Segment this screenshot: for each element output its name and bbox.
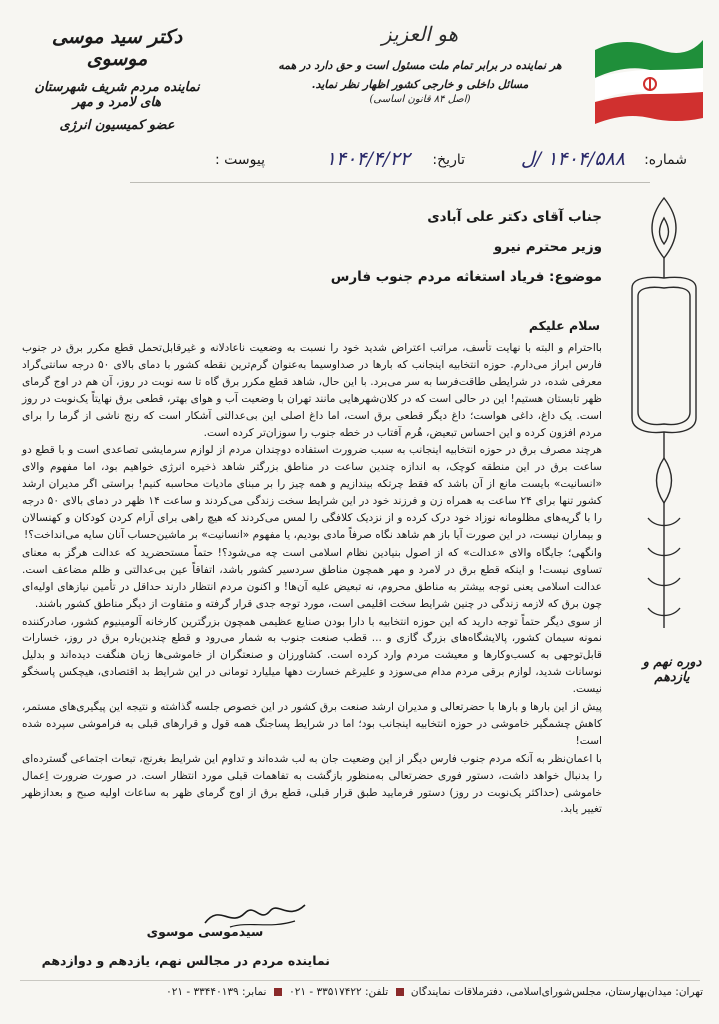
body-paragraph: وانگهی؛ جایگاه والای «عدالت» که از اصول بنیادین نظام اسلامی است چه می‌شود؟! حتماً مستحضرید که عدالت هرگز به معنای تساوی نیست! و اینکه قطع برق در لامرد و مهر همچون مناطق سردسیر کشور باشد، اتفاقاً عین بی‌عدالتی و ظلم مضاعف است. عدالت اسلامی یعنی توجه بیشتر به مناطق محروم، نه تبعیض علیه آن‌ها! و اکنون مردم انتظار دارند حداقل در تأمین نیازهای اولیه‌ای چون برق که لازمه زندگی در چنین شرایط سخت اقلیمی است، مورد توجه جدی قرار گرفته و متفاوت از دیگر مناطق کشور باشند. [22, 546, 602, 610]
letter-date-label: تاریخ: [432, 152, 465, 168]
representative-name: دکتر سید موسی موسوی [51, 26, 183, 70]
letter-number-label: شماره: [644, 152, 687, 168]
body-paragraph: هرچند مصرف برق در حوزه انتخابیه اینجانب به سبب ضرورت استفاده دوچندان مردم از لوازم سرمایشی تصاعدی است و با قطع دو ساعت برق در این منطقه کوچک، به اندازه چندین ساعت در مناطق بزرگتر شاهد ذخیره انرژی خواهیم بود، اما مفهوم والای «انسانیت» بایست مانع از آن باشد که فقط چرتکه بیندازیم و همه چیز را بر مبنای مادیات محاسبه کنیم! براستی اگر مدیران ارشد کشور تنها برای ۲۴ ساعت به همراه زن و فرزند خود در این شرایط سخت زندگی می‌کردند و ساعت ۱۴ ظهر در دمای بالای ۵۰ درجه را با گریه‌های مظلومانه نوزاد خود درک کرده و از نزدیک کلافگی را لمس می‌کردند که هیچ راهی برای آرام کردن کودکان و کهنسالان و بیماران نیست، در این صورت آیا باز هم شاهد نگاه صرفاً مادی بودیم، یا مفهوم «انسانیت» بر ماشین‌حساب آنان سایه می‌انداخت؟! [22, 444, 602, 541]
recipient-name: جناب آقای دکتر علی آبادی [427, 209, 602, 225]
body-paragraph: پیش از این بارها و بارها با حضرتعالی و مدیران ارشد صنعت برق کشور در این خصوص جلسه گذاشته و نتیجه این پیگیری‌های مستمر، کاهش چشمگیر خاموشی در حوزه انتخابیه اینجانب بود؛ اما در شرایط پساجنگ همه قول و قرارهای قبلی به فراموشی سپرده شده است! [22, 701, 602, 747]
footer-divider [20, 980, 700, 981]
body-paragraph: با اعمان‌نظر به آنکه مردم جنوب فارس دیگر از این وضعیت جان به لب شده‌اند و تداوم این شرایط بغرنج، تبعات اجتماعی گسترده‌ای را بدنبال خواهد داشت، دستور فوری حضرتعالی به‌منظور بازگشت به تفاهمات قبلی مورد انتظار است. در صورت ضرورت اِعمال خاموشی (حداکثر یک‌نوبت در روز) دستور فرمایید طبق قرار قبلی، قطع برق از اوج گرمای ظهر به ساعات اولیه صبح و بعدازظهر تغییر یابد. [22, 752, 602, 816]
signatory-title: نماینده مردم در مجالس نهم، یازدهم و دوازدهم [41, 953, 330, 968]
emblem-calligraphy: هو العزیز [381, 22, 459, 46]
letter-body [22, 340, 602, 819]
header-divider [130, 182, 650, 183]
iran-flag-icon [595, 30, 703, 124]
footer-phone: تلفن: ۳۳۵۱۷۴۲۲ - ۰۲۱ [289, 986, 389, 998]
signatory-name: سیدموسی موسوی [146, 924, 264, 939]
constitution-quote-source: (اصل ۸۴ قانون اساسی) [369, 94, 471, 105]
letter-meta [150, 146, 705, 180]
parliament-seal-ornament [618, 188, 710, 658]
greeting: سلام علیکم [528, 318, 600, 333]
constitution-quote: هر نماینده در برابر تمام ملت مسئول است و حق دارد در همه مسائل داخلی و خارجی کشور اظهار نظر نماید. [278, 59, 562, 91]
representative-header [22, 26, 212, 133]
attachment-label: پیوست : [215, 152, 265, 168]
bullet-icon [396, 988, 404, 996]
letter-number-value: ۱۴۰۴/۵۸۸ /ل [520, 148, 625, 170]
body-paragraph: بااحترام و البته با نهایت تأسف، مراتب اعتراض شدید خود را نسبت به وضعیت ناعادلانه و غیرقابل‌تحمل قطع مکرر برق در جنوب فارس ابراز می‌دارم. حوزه انتخابیه اینجانب که بارها در صداوسیما به‌عنوان گرم‌ترین نقطه کشور با دمای بالای ۵۰ درجه سانتی‌گراد معرفی شده، در شرایطی طاقت‌فرسا به سر می‌برد. با این حال، شاهد قطع مکرر برق گاه تا سه نوبت در روز، آن هم در اوج گرمای ظهر تابستان هستیم! این در حالی است که در کلان‌شهرهایی مانند تهران با وضعیت آب و هوای بهتر، قطعی برق نهایتاً یک‌نوبت در روز است. یک داغ، داغی هواست؛ داغ دیگر قطعی برق است، اما داغ اصلی این بی‌عدالتی آشکار است که رنج ناشی از گرما را برای مردم افزون کرده و این احساس تبعیض، هُرم آفتاب در خطه جنوب را سوزان‌تر کرده است. [22, 342, 602, 439]
footer-fax: نمابر: ۳۳۴۴۰۱۳۹ - ۰۲۱ [166, 986, 267, 998]
recipient-position: وزیر محترم نیرو [493, 239, 602, 255]
parliament-term-label: دوره نهم و یازدهم [642, 655, 702, 685]
address-block [200, 202, 602, 292]
footer-address: تهران: میدان‌بهارستان، مجلس‌شورای‌اسلامی، دفترملاقات نمایندگان [410, 986, 703, 998]
body-paragraph: از سوی دیگر حتماً توجه دارید که این حوزه انتخابیه با دارا بودن صنایع عظیمی همچون بزرگترین کارخانه آلومینیوم کشور، صادرکننده نمونه سیمان کشور، پالایشگاه‌های بزرگ گازی و ... قطب صنعت جنوب به شمار می‌رود و قطع چندین‌باره برق در روز، خسارات قابل‌توجهی به کسب‌وکارها و معیشت مردم وارد کرده است. کشاورزان و صنعتگران از خاموشی‌ها زبان هنگفت دیده‌اند و بدلیل نوسانات شدید، لوازم برقی مردم مدام می‌سوزد و علیرغم خسارت دهها میلیارد تومانی در این شرایط بد اقتصادی، هیچکس پاسخگو نیست. [22, 615, 602, 696]
footer-contact [20, 986, 703, 998]
letter-date-value: ۱۴۰۴/۴/۲۲ [325, 148, 410, 170]
representative-committee: عضو کمیسیون انرژی [59, 118, 175, 133]
letter-subject: موضوع: فریاد استغاثه مردم جنوب فارس [330, 269, 602, 285]
representative-description: نماینده مردم شریف شهرستان های لامرد و مهر [34, 80, 200, 110]
constitution-quote-block [270, 22, 570, 105]
bullet-icon [274, 988, 282, 996]
